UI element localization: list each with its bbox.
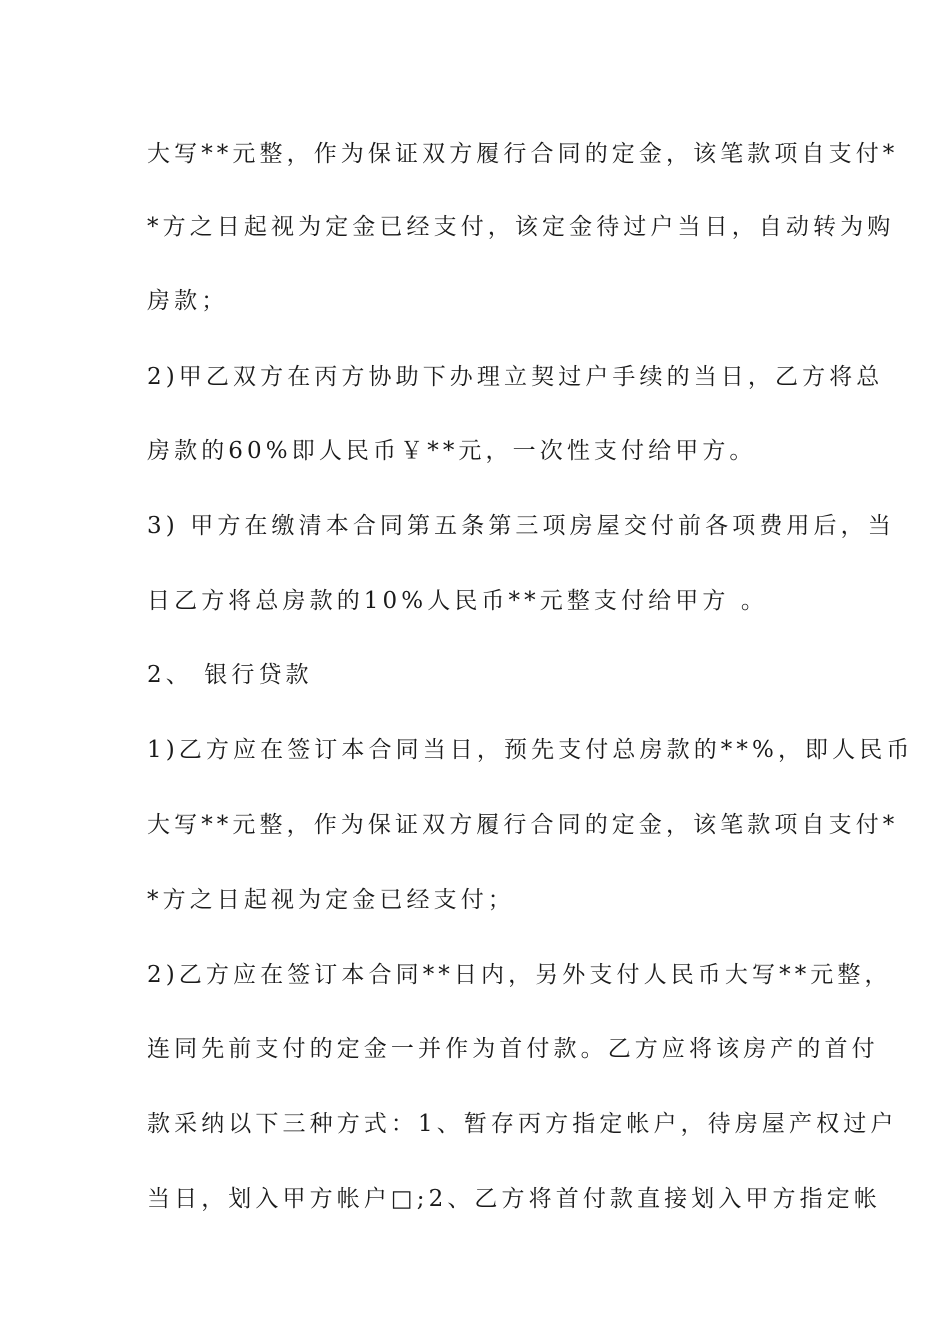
text-line: 1)乙方应在签订本合同当日，预先支付总房款的**%，即人民币: [147, 737, 914, 763]
text-line: 日乙方将总房款的10%人民币**元整支付给甲方 。: [147, 588, 768, 614]
text-line: 当日，划入甲方帐户□;2、乙方将首付款直接划入甲方指定帐: [147, 1186, 881, 1212]
section-heading: 2、 银行贷款: [147, 662, 313, 688]
text-line: 房款；: [147, 288, 229, 314]
text-line: 2)乙方应在签订本合同**日内，另外支付人民币大写**元整，: [147, 962, 892, 988]
text-line: 连同先前支付的定金一并作为首付款。乙方应将该房产的首付: [147, 1036, 879, 1062]
text-line: 款采纳以下三种方式：1、暂存丙方指定帐户，待房屋产权过户: [147, 1111, 898, 1137]
text-line: 3) 甲方在缴清本合同第五条第三项房屋交付前各项费用后，当: [147, 513, 895, 539]
text-line: 2)甲乙双方在丙方协助下办理立契过户手续的当日，乙方将总: [147, 364, 884, 390]
text-line: 大写**元整，作为保证双方履行合同的定金，该笔款项自支付*: [147, 141, 899, 167]
text-line: *方之日起视为定金已经支付；: [147, 887, 515, 913]
text-line: *方之日起视为定金已经支付，该定金待过户当日，自动转为购: [147, 214, 895, 240]
text-line: 房款的60%即人民币￥**元，一次性支付给甲方。: [147, 438, 757, 464]
text-line: 大写**元整，作为保证双方履行合同的定金，该笔款项自支付*: [147, 812, 899, 838]
